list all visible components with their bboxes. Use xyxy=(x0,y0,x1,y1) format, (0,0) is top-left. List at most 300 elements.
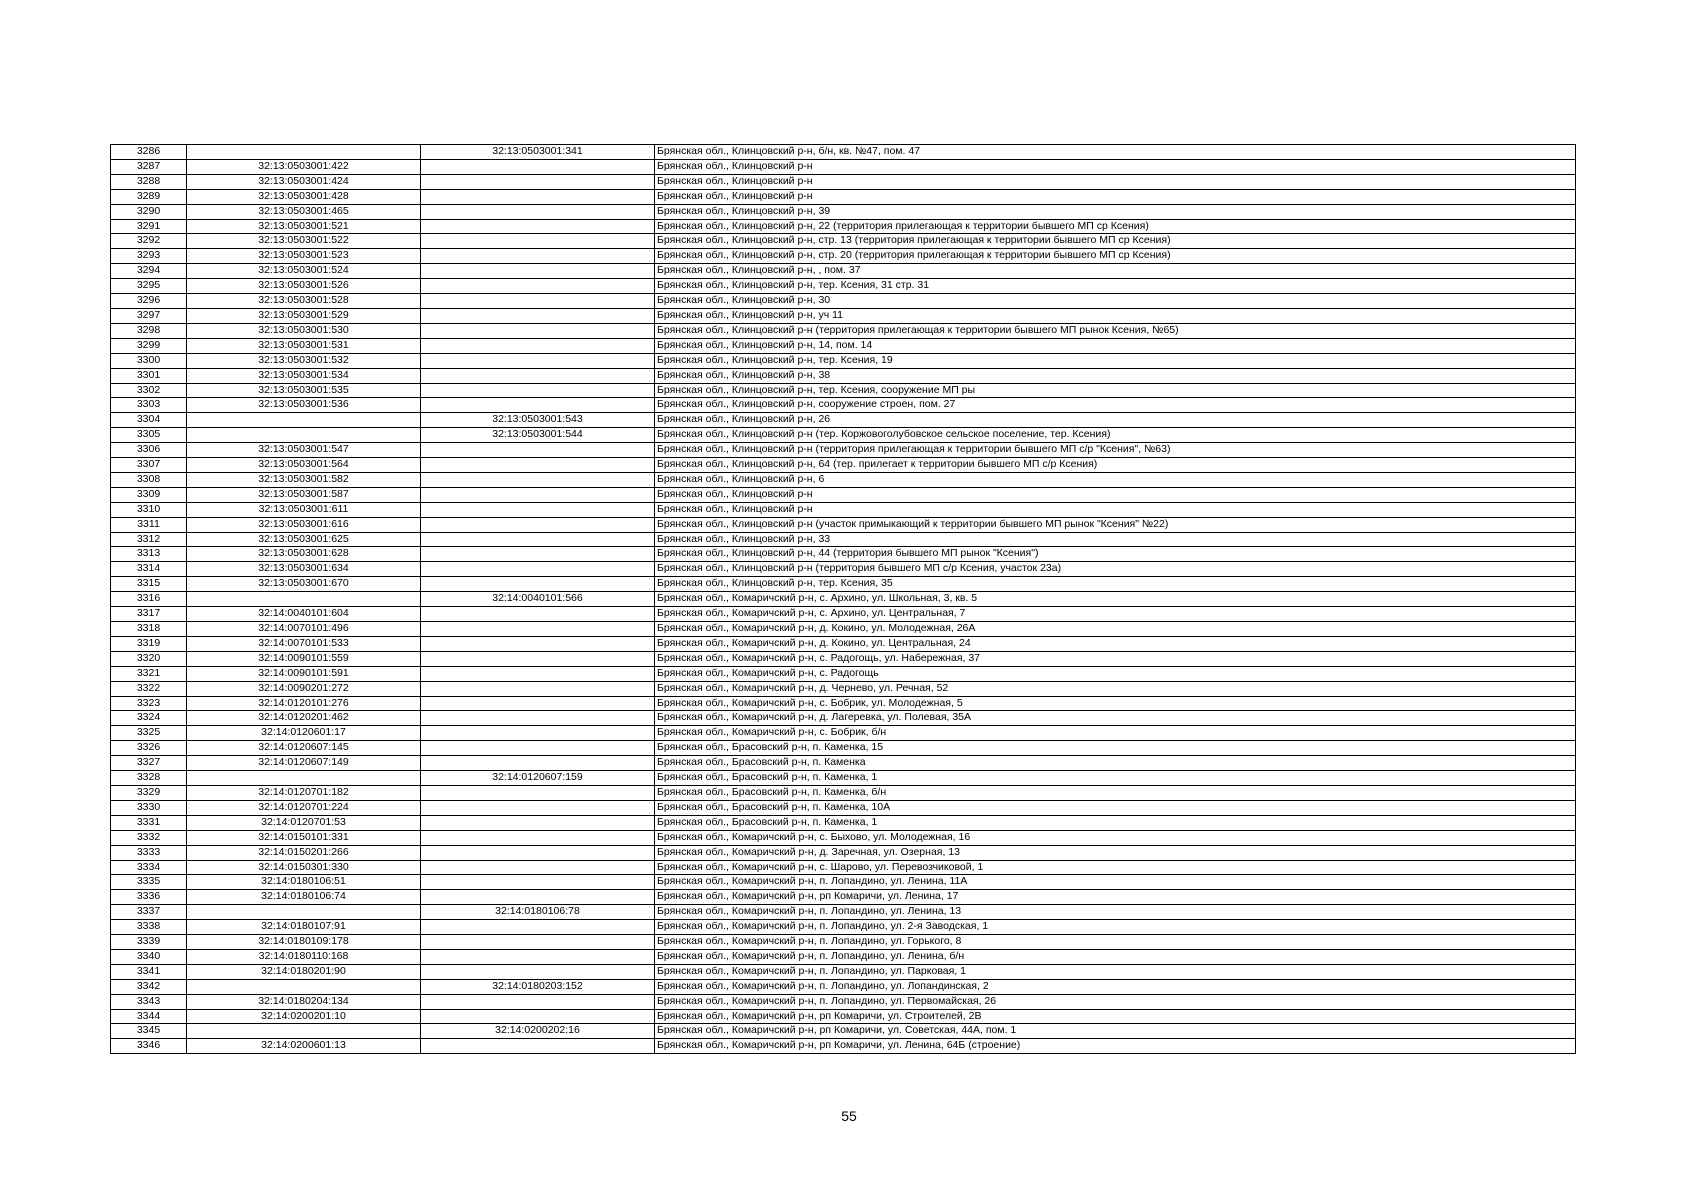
cadastral-number-cell: 32:13:0503001:670 xyxy=(187,577,421,592)
table-row xyxy=(111,860,1576,875)
cadastral-number-cell: 32:13:0503001:564 xyxy=(187,458,421,473)
address-cell: Брянская обл., Комаричский р-н, рп Комаричи, ул. Ленина, 64Б (строение) xyxy=(655,1039,1576,1054)
row-number-cell: 3301 xyxy=(111,368,187,383)
cadastral-number-cell: 32:14:0120201:462 xyxy=(187,711,421,726)
row-number-cell: 3311 xyxy=(111,517,187,532)
row-number-cell: 3330 xyxy=(111,800,187,815)
address-cell: Брянская обл., Комаричский р-н, д. Кокино, ул. Молодежная, 26А xyxy=(655,622,1576,637)
table-row xyxy=(111,666,1576,681)
related-cadastral-number-cell xyxy=(421,845,655,860)
table-row xyxy=(111,413,1576,428)
related-cadastral-number-cell xyxy=(421,517,655,532)
cadastral-number-cell: 32:14:0180107:91 xyxy=(187,920,421,935)
cadastral-number-cell: 32:13:0503001:587 xyxy=(187,487,421,502)
address-cell: Брянская обл., Комаричский р-н, с. Бобрик, б/н xyxy=(655,726,1576,741)
address-cell: Брянская обл., Клинцовский р-н, 30 xyxy=(655,294,1576,309)
cadastral-number-cell: 32:14:0200201:10 xyxy=(187,1009,421,1024)
cadastral-number-cell: 32:14:0040101:604 xyxy=(187,607,421,622)
related-cadastral-number-cell: 32:13:0503001:341 xyxy=(421,145,655,160)
address-cell: Брянская обл., Комаричский р-н, д. Кокино, ул. Центральная, 24 xyxy=(655,636,1576,651)
table-row xyxy=(111,472,1576,487)
address-cell: Брянская обл., Комаричский р-н, с. Архино, ул. Школьная, 3, кв. 5 xyxy=(655,592,1576,607)
cadastral-number-cell: 32:13:0503001:526 xyxy=(187,279,421,294)
address-cell: Брянская обл., Комаричский р-н, д. Заречная, ул. Озерная, 13 xyxy=(655,845,1576,860)
cadastral-number-cell xyxy=(187,413,421,428)
address-cell: Брянская обл., Комаричский р-н, с. Радогощь xyxy=(655,666,1576,681)
cadastral-number-cell: 32:13:0503001:532 xyxy=(187,353,421,368)
cadastral-number-cell: 32:13:0503001:534 xyxy=(187,368,421,383)
related-cadastral-number-cell xyxy=(421,279,655,294)
cadastral-number-cell: 32:14:0070101:533 xyxy=(187,636,421,651)
cadastral-number-cell: 32:14:0090201:272 xyxy=(187,681,421,696)
address-cell: Брянская обл., Комаричский р-н, рп Комаричи, ул. Советская, 44А, пом. 1 xyxy=(655,1024,1576,1039)
related-cadastral-number-cell xyxy=(421,756,655,771)
table-row xyxy=(111,830,1576,845)
cadastral-number-cell: 32:14:0120701:182 xyxy=(187,785,421,800)
address-cell: Брянская обл., Комаричский р-н, п. Лопандино, ул. Парковая, 1 xyxy=(655,964,1576,979)
cadastral-number-cell: 32:14:0070101:496 xyxy=(187,622,421,637)
table-row xyxy=(111,920,1576,935)
related-cadastral-number-cell xyxy=(421,308,655,323)
cadastral-number-cell: 32:13:0503001:422 xyxy=(187,159,421,174)
table-row xyxy=(111,264,1576,279)
row-number-cell: 3305 xyxy=(111,428,187,443)
row-number-cell: 3317 xyxy=(111,607,187,622)
table-row xyxy=(111,487,1576,502)
table-row xyxy=(111,532,1576,547)
address-cell: Брянская обл., Брасовский р-н, п. Каменка, 15 xyxy=(655,741,1576,756)
address-cell: Брянская обл., Клинцовский р-н (тер. Коржовоголубовское сельское поселение, тер. Ксения) xyxy=(655,428,1576,443)
cadastral-number-cell: 32:14:0120601:17 xyxy=(187,726,421,741)
address-cell: Брянская обл., Клинцовский р-н, уч 11 xyxy=(655,308,1576,323)
row-number-cell: 3329 xyxy=(111,785,187,800)
row-number-cell: 3340 xyxy=(111,949,187,964)
related-cadastral-number-cell xyxy=(421,204,655,219)
row-number-cell: 3325 xyxy=(111,726,187,741)
related-cadastral-number-cell xyxy=(421,949,655,964)
cadastral-number-cell: 32:13:0503001:611 xyxy=(187,502,421,517)
table-row xyxy=(111,159,1576,174)
cadastral-number-cell: 32:13:0503001:524 xyxy=(187,264,421,279)
table-row xyxy=(111,800,1576,815)
row-number-cell: 3341 xyxy=(111,964,187,979)
row-number-cell: 3342 xyxy=(111,979,187,994)
address-cell: Брянская обл., Клинцовский р-н, стр. 13 (территория прилегающая к территории бывшего МП ср Ксения) xyxy=(655,234,1576,249)
cadastral-number-cell: 32:14:0180106:74 xyxy=(187,890,421,905)
cadastral-number-cell: 32:13:0503001:523 xyxy=(187,249,421,264)
related-cadastral-number-cell xyxy=(421,249,655,264)
related-cadastral-number-cell xyxy=(421,383,655,398)
cadastral-number-cell: 32:14:0180109:178 xyxy=(187,935,421,950)
table-row xyxy=(111,279,1576,294)
related-cadastral-number-cell xyxy=(421,487,655,502)
address-cell: Брянская обл., Клинцовский р-н, 26 xyxy=(655,413,1576,428)
row-number-cell: 3296 xyxy=(111,294,187,309)
row-number-cell: 3286 xyxy=(111,145,187,160)
table-row xyxy=(111,458,1576,473)
related-cadastral-number-cell xyxy=(421,502,655,517)
row-number-cell: 3335 xyxy=(111,875,187,890)
row-number-cell: 3328 xyxy=(111,771,187,786)
related-cadastral-number-cell xyxy=(421,174,655,189)
address-cell: Брянская обл., Клинцовский р-н, 39 xyxy=(655,204,1576,219)
address-cell: Брянская обл., Клинцовский р-н, 38 xyxy=(655,368,1576,383)
address-cell: Брянская обл., Комаричский р-н, с. Радогощь, ул. Набережная, 37 xyxy=(655,651,1576,666)
table-row xyxy=(111,1024,1576,1039)
related-cadastral-number-cell xyxy=(421,443,655,458)
table-row xyxy=(111,696,1576,711)
cadastral-number-cell: 32:13:0503001:535 xyxy=(187,383,421,398)
cadastral-number-cell: 32:14:0120607:149 xyxy=(187,756,421,771)
table-row xyxy=(111,517,1576,532)
row-number-cell: 3333 xyxy=(111,845,187,860)
address-cell: Брянская обл., Клинцовский р-н, 64 (тер. прилегает к территории бывшего МП с/р Ксения) xyxy=(655,458,1576,473)
table-row xyxy=(111,383,1576,398)
address-cell: Брянская обл., Клинцовский р-н xyxy=(655,174,1576,189)
address-cell: Брянская обл., Брасовский р-н, п. Каменка, 1 xyxy=(655,815,1576,830)
row-number-cell: 3309 xyxy=(111,487,187,502)
table-row xyxy=(111,741,1576,756)
cadastral-table-body xyxy=(111,145,1576,1054)
table-row xyxy=(111,875,1576,890)
row-number-cell: 3318 xyxy=(111,622,187,637)
related-cadastral-number-cell xyxy=(421,607,655,622)
table-row xyxy=(111,174,1576,189)
related-cadastral-number-cell xyxy=(421,711,655,726)
address-cell: Брянская обл., Клинцовский р-н, тер. Ксения, 19 xyxy=(655,353,1576,368)
cadastral-number-cell: 32:14:0180201:90 xyxy=(187,964,421,979)
row-number-cell: 3313 xyxy=(111,547,187,562)
cadastral-number-cell: 32:13:0503001:547 xyxy=(187,443,421,458)
related-cadastral-number-cell: 32:14:0040101:566 xyxy=(421,592,655,607)
cadastral-number-cell: 32:13:0503001:582 xyxy=(187,472,421,487)
related-cadastral-number-cell: 32:13:0503001:543 xyxy=(421,413,655,428)
table-row xyxy=(111,353,1576,368)
related-cadastral-number-cell xyxy=(421,681,655,696)
related-cadastral-number-cell xyxy=(421,1009,655,1024)
address-cell: Брянская обл., Клинцовский р-н, тер. Ксения, 35 xyxy=(655,577,1576,592)
address-cell: Брянская обл., Клинцовский р-н, тер. Ксения, сооружение МП ры xyxy=(655,383,1576,398)
related-cadastral-number-cell: 32:14:0200202:16 xyxy=(421,1024,655,1039)
cadastral-number-cell: 32:14:0120607:145 xyxy=(187,741,421,756)
table-row xyxy=(111,622,1576,637)
address-cell: Брянская обл., Клинцовский р-н, 14, пом. 14 xyxy=(655,338,1576,353)
row-number-cell: 3307 xyxy=(111,458,187,473)
row-number-cell: 3306 xyxy=(111,443,187,458)
table-row xyxy=(111,443,1576,458)
address-cell: Брянская обл., Клинцовский р-н (участок примыкающий к территории бывшего МП рынок "Ксения" №22) xyxy=(655,517,1576,532)
table-row xyxy=(111,815,1576,830)
row-number-cell: 3321 xyxy=(111,666,187,681)
cadastral-number-cell: 32:14:0150201:266 xyxy=(187,845,421,860)
row-number-cell: 3316 xyxy=(111,592,187,607)
related-cadastral-number-cell xyxy=(421,622,655,637)
address-cell: Брянская обл., Комаричский р-н, п. Лопандино, ул. Первомайская, 26 xyxy=(655,994,1576,1009)
related-cadastral-number-cell xyxy=(421,994,655,1009)
row-number-cell: 3338 xyxy=(111,920,187,935)
related-cadastral-number-cell xyxy=(421,964,655,979)
address-cell: Брянская обл., Комаричский р-н, с. Быхово, ул. Молодежная, 16 xyxy=(655,830,1576,845)
address-cell: Брянская обл., Клинцовский р-н (территория бывшего МП с/р Ксения, участок 23а) xyxy=(655,562,1576,577)
related-cadastral-number-cell xyxy=(421,368,655,383)
cadastral-number-cell: 32:13:0503001:625 xyxy=(187,532,421,547)
table-row xyxy=(111,204,1576,219)
cadastral-table xyxy=(110,144,1576,1054)
table-row xyxy=(111,428,1576,443)
row-number-cell: 3312 xyxy=(111,532,187,547)
address-cell: Брянская обл., Клинцовский р-н xyxy=(655,189,1576,204)
related-cadastral-number-cell xyxy=(421,815,655,830)
cadastral-number-cell: 32:13:0503001:531 xyxy=(187,338,421,353)
address-cell: Брянская обл., Комаричский р-н, п. Лопандино, ул. Ленина, б/н xyxy=(655,949,1576,964)
table-row xyxy=(111,189,1576,204)
related-cadastral-number-cell xyxy=(421,353,655,368)
row-number-cell: 3336 xyxy=(111,890,187,905)
table-row xyxy=(111,219,1576,234)
table-row xyxy=(111,636,1576,651)
address-cell: Брянская обл., Комаричский р-н, д. Чернево, ул. Речная, 52 xyxy=(655,681,1576,696)
row-number-cell: 3331 xyxy=(111,815,187,830)
related-cadastral-number-cell xyxy=(421,920,655,935)
row-number-cell: 3292 xyxy=(111,234,187,249)
row-number-cell: 3322 xyxy=(111,681,187,696)
row-number-cell: 3304 xyxy=(111,413,187,428)
cadastral-number-cell: 32:13:0503001:428 xyxy=(187,189,421,204)
address-cell: Брянская обл., Клинцовский р-н, 6 xyxy=(655,472,1576,487)
address-cell: Брянская обл., Клинцовский р-н (территория прилегающая к территории бывшего МП рынок Ксения, №65) xyxy=(655,323,1576,338)
address-cell: Брянская обл., Клинцовский р-н xyxy=(655,502,1576,517)
address-cell: Брянская обл., Клинцовский р-н xyxy=(655,159,1576,174)
related-cadastral-number-cell xyxy=(421,472,655,487)
row-number-cell: 3297 xyxy=(111,308,187,323)
row-number-cell: 3319 xyxy=(111,636,187,651)
cadastral-number-cell: 32:13:0503001:628 xyxy=(187,547,421,562)
table-row xyxy=(111,145,1576,160)
address-cell: Брянская обл., Брасовский р-н, п. Каменка, 1 xyxy=(655,771,1576,786)
row-number-cell: 3339 xyxy=(111,935,187,950)
address-cell: Брянская обл., Комаричский р-н, п. Лопандино, ул. Ленина, 11А xyxy=(655,875,1576,890)
row-number-cell: 3323 xyxy=(111,696,187,711)
related-cadastral-number-cell xyxy=(421,294,655,309)
cadastral-number-cell: 32:13:0503001:521 xyxy=(187,219,421,234)
row-number-cell: 3299 xyxy=(111,338,187,353)
address-cell: Брянская обл., Клинцовский р-н (территория прилегающая к территории бывшего МП с/р "Ксения", №63) xyxy=(655,443,1576,458)
row-number-cell: 3293 xyxy=(111,249,187,264)
row-number-cell: 3314 xyxy=(111,562,187,577)
related-cadastral-number-cell xyxy=(421,1039,655,1054)
cadastral-number-cell: 32:14:0090101:591 xyxy=(187,666,421,681)
table-row xyxy=(111,562,1576,577)
address-cell: Брянская обл., Комаричский р-н, с. Шарово, ул. Перевозчиковой, 1 xyxy=(655,860,1576,875)
table-row xyxy=(111,771,1576,786)
row-number-cell: 3287 xyxy=(111,159,187,174)
related-cadastral-number-cell xyxy=(421,562,655,577)
address-cell: Брянская обл., Комаричский р-н, с. Бобрик, ул. Молодежная, 5 xyxy=(655,696,1576,711)
table-row xyxy=(111,1009,1576,1024)
cadastral-number-cell xyxy=(187,771,421,786)
address-cell: Брянская обл., Клинцовский р-н, , пом. 37 xyxy=(655,264,1576,279)
cadastral-number-cell: 32:14:0090101:559 xyxy=(187,651,421,666)
table-row xyxy=(111,234,1576,249)
row-number-cell: 3315 xyxy=(111,577,187,592)
row-number-cell: 3346 xyxy=(111,1039,187,1054)
table-row xyxy=(111,249,1576,264)
row-number-cell: 3291 xyxy=(111,219,187,234)
related-cadastral-number-cell xyxy=(421,458,655,473)
cadastral-number-cell xyxy=(187,1024,421,1039)
table-row xyxy=(111,979,1576,994)
table-row xyxy=(111,338,1576,353)
address-cell: Брянская обл., Клинцовский р-н xyxy=(655,487,1576,502)
table-row xyxy=(111,592,1576,607)
related-cadastral-number-cell xyxy=(421,234,655,249)
cadastral-number-cell: 32:14:0180110:168 xyxy=(187,949,421,964)
table-row xyxy=(111,935,1576,950)
page-number: 55 xyxy=(841,1108,857,1124)
table-row xyxy=(111,323,1576,338)
address-cell: Брянская обл., Клинцовский р-н, стр. 20 (территория прилегающая к территории бывшего МП ср Ксения) xyxy=(655,249,1576,264)
table-row xyxy=(111,964,1576,979)
address-cell: Брянская обл., Комаричский р-н, с. Архино, ул. Центральная, 7 xyxy=(655,607,1576,622)
related-cadastral-number-cell xyxy=(421,785,655,800)
address-cell: Брянская обл., Клинцовский р-н, 33 xyxy=(655,532,1576,547)
row-number-cell: 3345 xyxy=(111,1024,187,1039)
table-row xyxy=(111,994,1576,1009)
row-number-cell: 3344 xyxy=(111,1009,187,1024)
cadastral-number-cell: 32:13:0503001:465 xyxy=(187,204,421,219)
table-row xyxy=(111,398,1576,413)
related-cadastral-number-cell xyxy=(421,547,655,562)
cadastral-number-cell: 32:13:0503001:536 xyxy=(187,398,421,413)
cadastral-number-cell: 32:13:0503001:424 xyxy=(187,174,421,189)
address-cell: Брянская обл., Клинцовский р-н, 22 (территория прилегающая к территории бывшего МП ср Ксения) xyxy=(655,219,1576,234)
row-number-cell: 3326 xyxy=(111,741,187,756)
related-cadastral-number-cell xyxy=(421,189,655,204)
table-row xyxy=(111,785,1576,800)
cadastral-number-cell: 32:13:0503001:634 xyxy=(187,562,421,577)
address-cell: Брянская обл., Комаричский р-н, п. Лопандино, ул. Лопандинская, 2 xyxy=(655,979,1576,994)
related-cadastral-number-cell xyxy=(421,666,655,681)
related-cadastral-number-cell xyxy=(421,890,655,905)
table-row xyxy=(111,890,1576,905)
cadastral-number-cell: 32:14:0120701:53 xyxy=(187,815,421,830)
related-cadastral-number-cell xyxy=(421,159,655,174)
cadastral-number-cell: 32:13:0503001:528 xyxy=(187,294,421,309)
related-cadastral-number-cell xyxy=(421,696,655,711)
row-number-cell: 3332 xyxy=(111,830,187,845)
cadastral-number-cell: 32:14:0200601:13 xyxy=(187,1039,421,1054)
table-row xyxy=(111,726,1576,741)
table-row xyxy=(111,845,1576,860)
row-number-cell: 3343 xyxy=(111,994,187,1009)
cadastral-number-cell: 32:14:0180204:134 xyxy=(187,994,421,1009)
table-row xyxy=(111,651,1576,666)
row-number-cell: 3288 xyxy=(111,174,187,189)
table-row xyxy=(111,711,1576,726)
address-cell: Брянская обл., Клинцовский р-н, б/н, кв. №47, пом. 47 xyxy=(655,145,1576,160)
related-cadastral-number-cell xyxy=(421,800,655,815)
address-cell: Брянская обл., Клинцовский р-н, сооружение строен, пом. 27 xyxy=(655,398,1576,413)
row-number-cell: 3324 xyxy=(111,711,187,726)
cadastral-number-cell: 32:13:0503001:530 xyxy=(187,323,421,338)
row-number-cell: 3320 xyxy=(111,651,187,666)
address-cell: Брянская обл., Брасовский р-н, п. Каменка, б/н xyxy=(655,785,1576,800)
cadastral-number-cell xyxy=(187,592,421,607)
address-cell: Брянская обл., Комаричский р-н, рп Комаричи, ул. Строителей, 2В xyxy=(655,1009,1576,1024)
address-cell: Брянская обл., Клинцовский р-н, 44 (территория бывшего МП рынок "Ксения") xyxy=(655,547,1576,562)
related-cadastral-number-cell xyxy=(421,741,655,756)
cadastral-number-cell xyxy=(187,145,421,160)
address-cell: Брянская обл., Комаричский р-н, д. Лагеревка, ул. Полевая, 35А xyxy=(655,711,1576,726)
cadastral-number-cell xyxy=(187,428,421,443)
row-number-cell: 3295 xyxy=(111,279,187,294)
row-number-cell: 3337 xyxy=(111,905,187,920)
related-cadastral-number-cell xyxy=(421,577,655,592)
row-number-cell: 3327 xyxy=(111,756,187,771)
table-row xyxy=(111,368,1576,383)
row-number-cell: 3302 xyxy=(111,383,187,398)
related-cadastral-number-cell xyxy=(421,860,655,875)
address-cell: Брянская обл., Комаричский р-н, рп Комаричи, ул. Ленина, 17 xyxy=(655,890,1576,905)
row-number-cell: 3308 xyxy=(111,472,187,487)
cadastral-number-cell: 32:13:0503001:616 xyxy=(187,517,421,532)
related-cadastral-number-cell xyxy=(421,338,655,353)
row-number-cell: 3303 xyxy=(111,398,187,413)
related-cadastral-number-cell: 32:14:0180106:78 xyxy=(421,905,655,920)
row-number-cell: 3310 xyxy=(111,502,187,517)
address-cell: Брянская обл., Брасовский р-н, п. Каменка, 10А xyxy=(655,800,1576,815)
row-number-cell: 3298 xyxy=(111,323,187,338)
address-cell: Брянская обл., Клинцовский р-н, тер. Ксения, 31 стр. 31 xyxy=(655,279,1576,294)
related-cadastral-number-cell xyxy=(421,219,655,234)
related-cadastral-number-cell xyxy=(421,726,655,741)
table-row xyxy=(111,308,1576,323)
row-number-cell: 3334 xyxy=(111,860,187,875)
cadastral-number-cell: 32:14:0180106:51 xyxy=(187,875,421,890)
table-row xyxy=(111,681,1576,696)
row-number-cell: 3294 xyxy=(111,264,187,279)
table-row xyxy=(111,1039,1576,1054)
related-cadastral-number-cell xyxy=(421,323,655,338)
cadastral-number-cell: 32:14:0120101:276 xyxy=(187,696,421,711)
address-cell: Брянская обл., Комаричский р-н, п. Лопандино, ул. Горького, 8 xyxy=(655,935,1576,950)
related-cadastral-number-cell xyxy=(421,398,655,413)
related-cadastral-number-cell xyxy=(421,264,655,279)
cadastral-number-cell xyxy=(187,905,421,920)
cadastral-number-cell xyxy=(187,979,421,994)
cadastral-number-cell: 32:13:0503001:529 xyxy=(187,308,421,323)
row-number-cell: 3300 xyxy=(111,353,187,368)
cadastral-number-cell: 32:14:0150301:330 xyxy=(187,860,421,875)
row-number-cell: 3290 xyxy=(111,204,187,219)
table-row xyxy=(111,547,1576,562)
address-cell: Брянская обл., Комаричский р-н, п. Лопандино, ул. Ленина, 13 xyxy=(655,905,1576,920)
related-cadastral-number-cell: 32:13:0503001:544 xyxy=(421,428,655,443)
row-number-cell: 3289 xyxy=(111,189,187,204)
table-row xyxy=(111,905,1576,920)
address-cell: Брянская обл., Комаричский р-н, п. Лопандино, ул. 2-я Заводская, 1 xyxy=(655,920,1576,935)
cadastral-number-cell: 32:14:0120701:224 xyxy=(187,800,421,815)
related-cadastral-number-cell xyxy=(421,651,655,666)
related-cadastral-number-cell xyxy=(421,875,655,890)
table-row xyxy=(111,294,1576,309)
related-cadastral-number-cell xyxy=(421,636,655,651)
related-cadastral-number-cell xyxy=(421,935,655,950)
table-row xyxy=(111,502,1576,517)
table-row xyxy=(111,949,1576,964)
related-cadastral-number-cell: 32:14:0180203:152 xyxy=(421,979,655,994)
related-cadastral-number-cell xyxy=(421,532,655,547)
